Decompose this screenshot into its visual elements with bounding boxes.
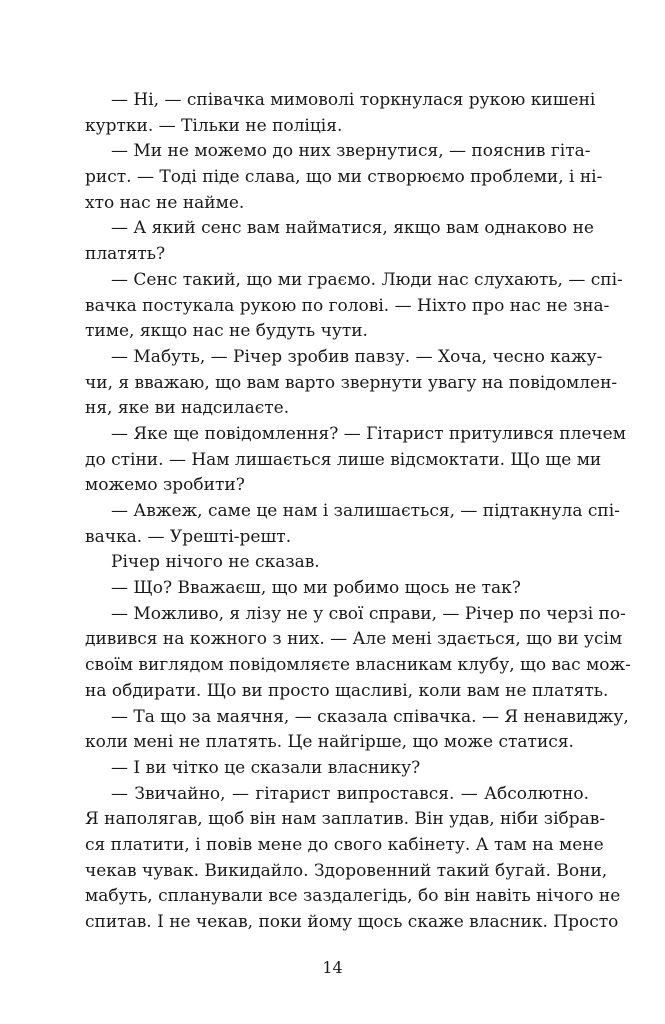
text-line: — А який сенс вам найматися, якщо вам однаково не bbox=[111, 218, 594, 239]
text-line: чекав чувак. Викидайло. Здоровенний такий бугай. Вони, bbox=[85, 860, 608, 881]
page-number: 14 bbox=[322, 958, 343, 977]
text-line: — Ми не можемо до них звернутися, — пояснив гіта- bbox=[111, 141, 591, 162]
text-line: — Яке ще повідомлення? — Гітарист притулився плечем bbox=[111, 423, 626, 444]
text-line: чи, я вважаю, що вам варто звернути увагу на повідомлен- bbox=[85, 372, 618, 393]
text-line: вачка. — Урешті-решт. bbox=[85, 526, 292, 547]
text-line: хто нас не найме. bbox=[85, 192, 245, 213]
text-line: — Що? Вважаєш, що ми робимо щось не так? bbox=[111, 578, 521, 599]
text-line: — Ні, — співачка мимоволі торкнулася рукою кишені bbox=[111, 90, 596, 110]
text-line: платять? bbox=[85, 244, 166, 265]
text-line: можемо зробити? bbox=[85, 475, 245, 496]
text-line: дивився на кожного з них. — Але мені здається, що ви усім bbox=[85, 629, 623, 650]
text-line: на обдирати. Що ви просто щасливі, коли вам не платять. bbox=[85, 680, 609, 701]
text-line: мабуть, спланували все заздалегідь, бо він навіть нічого не bbox=[85, 886, 621, 907]
text-line: — Звичайно, — гітарист випростався. — Абсолютно. bbox=[111, 783, 589, 804]
body-text bbox=[85, 88, 631, 936]
text-line: ня, яке ви надсилаєте. bbox=[85, 398, 290, 419]
text-line: — Можливо, я лізу не у свої справи, — Річер по черзі по- bbox=[111, 603, 626, 624]
text-line: — Та що за маячня, — сказала співачка. — Я ненавиджу, bbox=[111, 706, 629, 727]
text-line: — Сенс такий, що ми граємо. Люди нас слухають, — спі- bbox=[111, 269, 623, 290]
text-line: вачка постукала рукою по голові. — Ніхто про нас не зна- bbox=[85, 295, 610, 316]
text-line: своїм виглядом повідомляєте власникам клубу, що вас мож- bbox=[85, 655, 631, 676]
text-line: тиме, якщо нас не будуть чути. bbox=[85, 321, 368, 342]
text-line: куртки. — Тільки не поліція. bbox=[85, 115, 343, 136]
text-line: рист. — Тоді піде слава, що ми створюємо проблеми, і ні- bbox=[85, 167, 603, 188]
text-line: коли мені не платять. Це найгірше, що може статися. bbox=[85, 732, 574, 753]
text-line: Я наполягав, щоб він нам заплатив. Він удав, ніби зібрав- bbox=[85, 809, 606, 830]
text-line: Річер нічого не сказав. bbox=[111, 552, 320, 573]
text-line: до стіни. — Нам лишається лише відсмоктати. Що ще ми bbox=[85, 449, 602, 470]
text-line: ся платити, і повів мене до свого кабінету. А там на мене bbox=[85, 834, 604, 855]
text-line: спитав. І не чекав, поки йому щось скаже власник. Просто bbox=[85, 912, 619, 932]
text-line: — Мабуть, — Річер зробив павзу. — Хоча, чесно кажу- bbox=[111, 346, 603, 367]
text-line: — Авжеж, саме це нам і залишається, — підтакнула спі- bbox=[111, 501, 620, 521]
text-line: — І ви чітко це сказали власнику? bbox=[111, 757, 421, 778]
